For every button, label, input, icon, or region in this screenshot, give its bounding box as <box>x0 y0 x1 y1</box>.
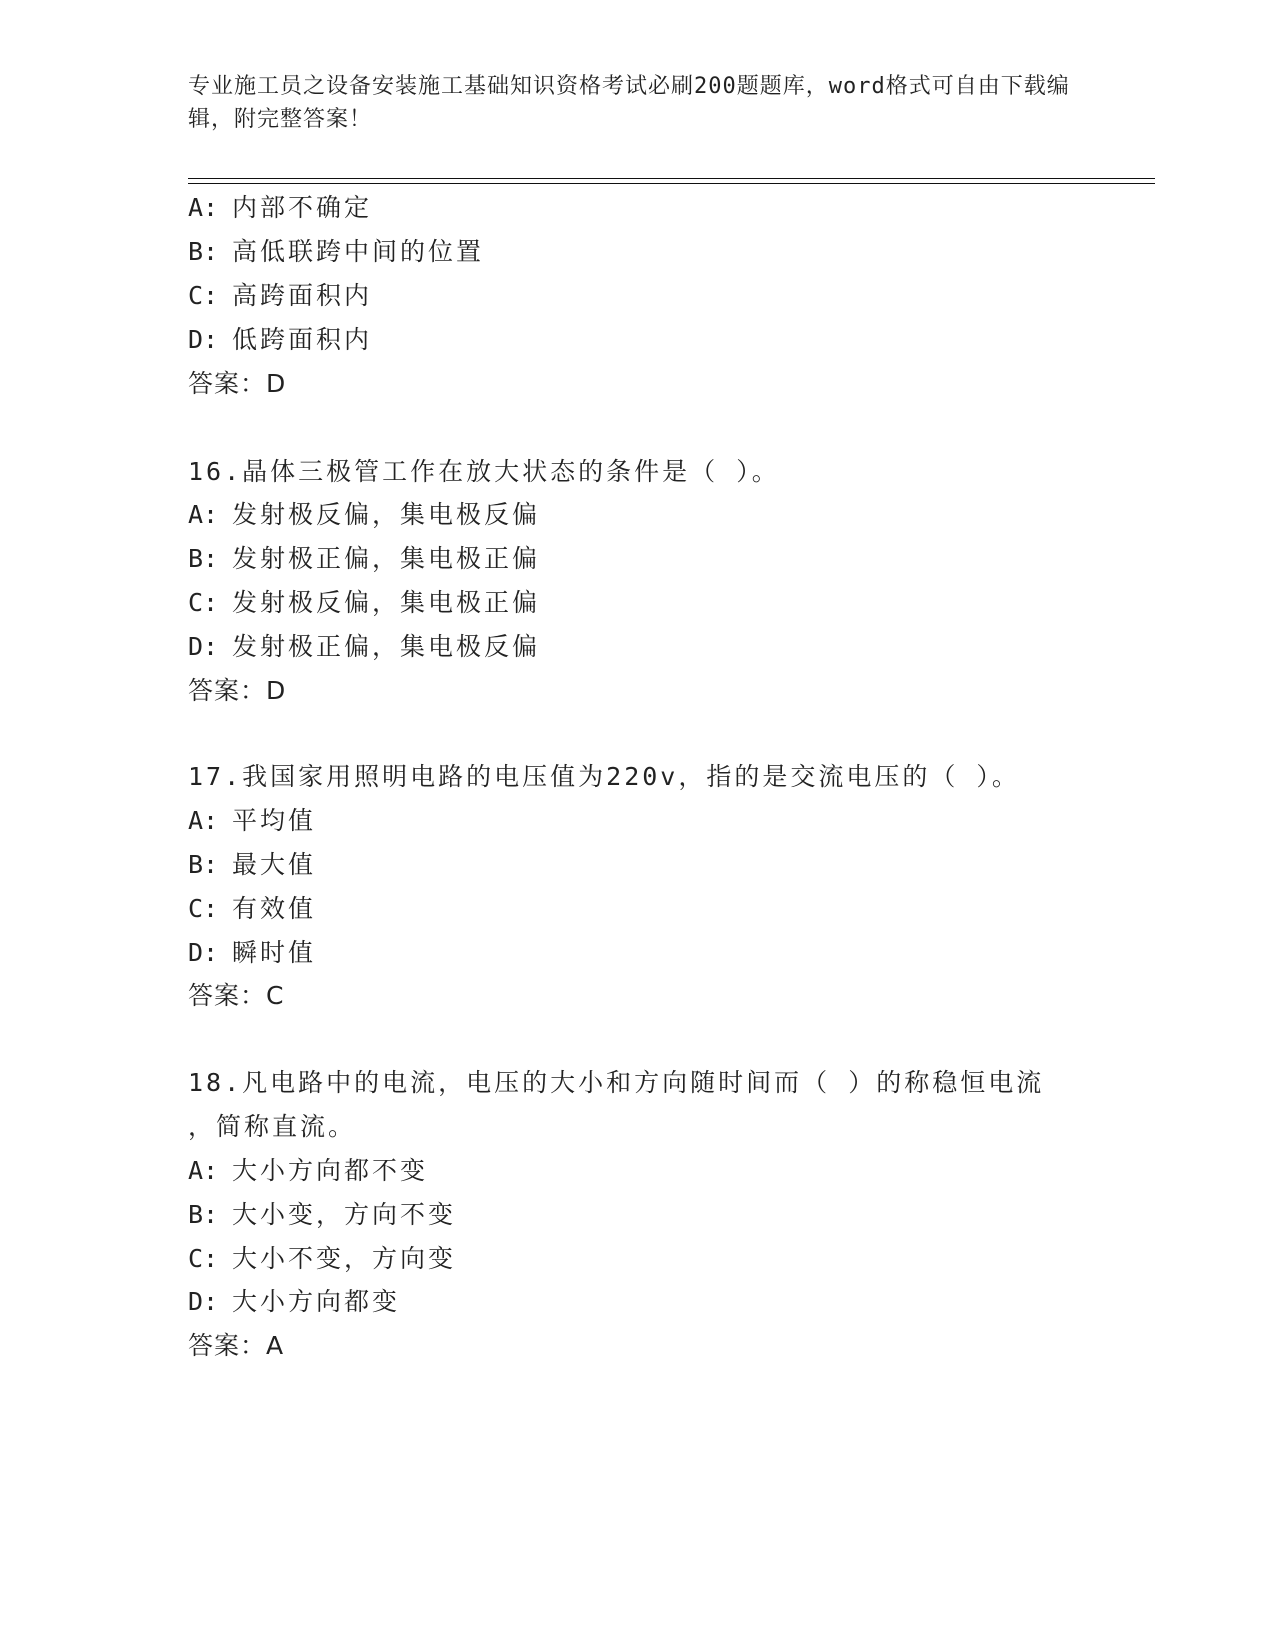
q15-option-d: D: 低跨面积内 <box>188 325 373 354</box>
document-header: 专业施工员之设备安装施工基础知识资格考试必刷200题题库，word格式可自由下载编辑，附完整答案！ <box>188 74 1070 132</box>
q15-option-a: A: 内部不确定 <box>188 193 373 222</box>
header-divider-bottom <box>188 183 1155 184</box>
q16-option-c: C: 发射极反偏，集电极正偏 <box>188 588 541 617</box>
q15-option-b: B: 高低联跨中间的位置 <box>188 237 485 266</box>
q16-option-d: D: 发射极正偏，集电极反偏 <box>188 632 541 661</box>
q17-option-a: A: 平均值 <box>188 806 317 835</box>
q16-question: 16.晶体三极管工作在放大状态的条件是（ ）。 <box>188 457 780 486</box>
q18-option-c: C: 大小不变，方向变 <box>188 1244 457 1273</box>
q15-option-c: C: 高跨面积内 <box>188 281 373 310</box>
q17-option-c: C: 有效值 <box>188 894 317 923</box>
q18-option-d: D: 大小方向都变 <box>188 1287 401 1316</box>
header-divider-top <box>188 178 1155 179</box>
q17-question: 17.我国家用照明电路的电压值为220v，指的是交流电压的（ ）。 <box>188 762 1020 791</box>
q18-option-a: A: 大小方向都不变 <box>188 1156 429 1185</box>
q16-answer: 答案：D <box>188 676 287 705</box>
q17-option-b: B: 最大值 <box>188 850 317 879</box>
q18-option-b: B: 大小变，方向不变 <box>188 1200 457 1229</box>
q16-option-b: B: 发射极正偏，集电极正偏 <box>188 544 541 573</box>
q18-answer: 答案：A <box>188 1331 285 1360</box>
q17-option-d: D: 瞬时值 <box>188 938 317 967</box>
q18-question-line-2: ，简称直流。 <box>188 1112 357 1141</box>
q16-option-a: A: 发射极反偏，集电极反偏 <box>188 500 541 529</box>
q18-question-line-1: 18.凡电路中的电流，电压的大小和方向随时间而（ ）的称稳恒电流 <box>188 1068 1045 1097</box>
q17-answer: 答案：C <box>188 981 285 1010</box>
q15-answer: 答案：D <box>188 369 287 398</box>
